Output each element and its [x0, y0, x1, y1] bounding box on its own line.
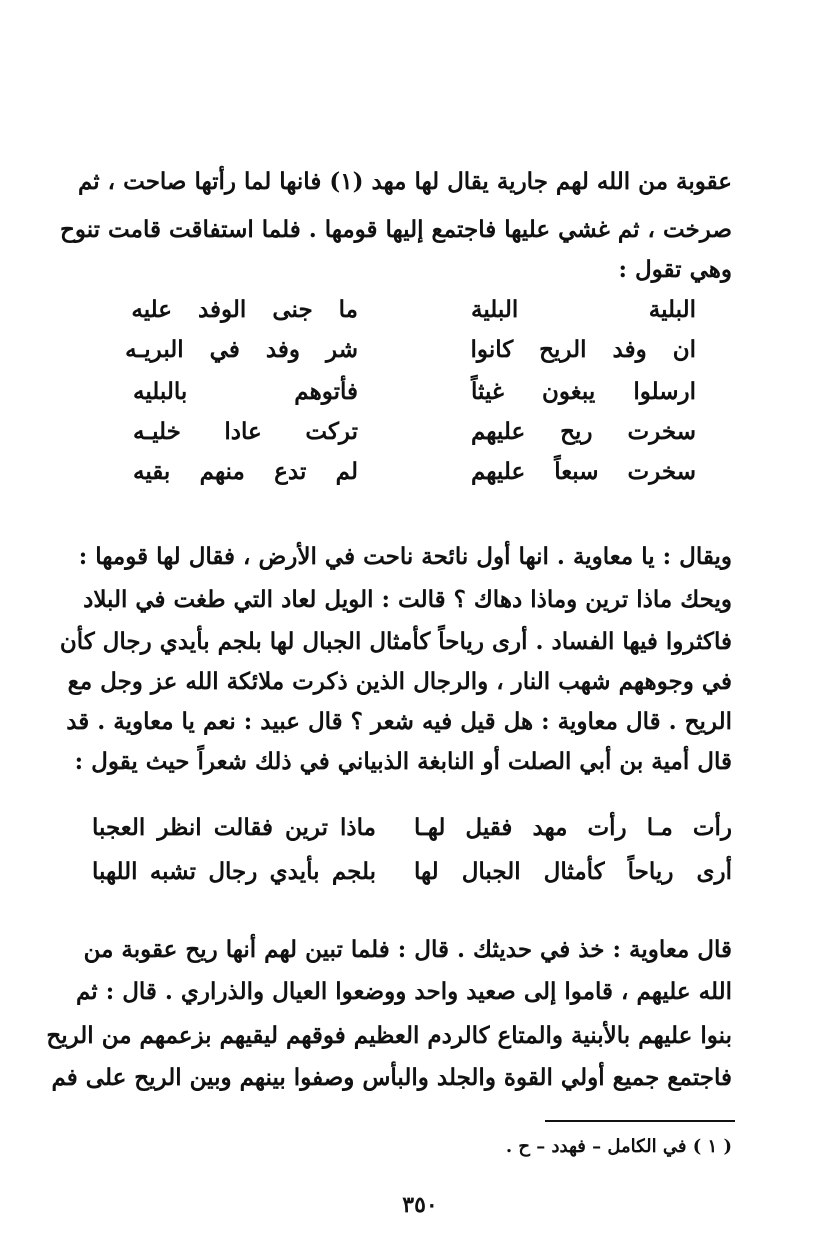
- para3-line-4: فاجتمع جميع أولي القوة والجلد والبأس وصفوا بينهم وبين الريح على فم: [51, 1064, 732, 1091]
- para2-line-6: قال أمية بن أبي الصلت أو النابغة الذبياني في ذلك شعراً حيث يقول :: [74, 748, 732, 775]
- para1-line-2: صرخت ، ثم غشي عليها فاجتمع إليها قومها . فلما استفاقت قامت تنوح: [59, 216, 732, 243]
- poem1-verse-1-right: البلية البلية: [471, 296, 696, 323]
- para3-line-1: قال معاوية : خذ في حديثك . قال : فلما تبين لهم أنها ريح عقوبة من: [83, 936, 732, 963]
- para2-line-5: الريح . قال معاوية : هل قيل فيه شعر ؟ قال عبيد : نعم يا معاوية . قد: [66, 708, 732, 735]
- para2-line-1: ويقال : يا معاوية . انها أول نائحة ناحت في الأرض ، فقال لها قومها :: [78, 543, 732, 570]
- poem1-verse-5-left: لم تدع منهم بقيه: [133, 458, 358, 485]
- para1-line-1: عقوبة من الله لهم جارية يقال لها مهد (١) فانها لما رأتها صاحت ، ثم: [77, 168, 732, 195]
- poem1-verse-3-right: ارسلوا يبغون غيثاً: [471, 378, 696, 405]
- footnote: ( ١ ) في الكامل – فهدد – ح .: [505, 1136, 732, 1157]
- poem2-verse-2-first-hemistich: أرى رياحاً كأمثال الجبال لها: [414, 858, 732, 885]
- poem1-verse-2-left: شر وفد في البريـه: [125, 336, 358, 363]
- poem1-verse-3-left: فأتوهم بالبليه: [133, 378, 358, 405]
- poem1-verse-4-left: تركت عادا خليـه: [133, 418, 358, 445]
- para2-line-2: ويحك ماذا ترين وماذا دهاك ؟ قالت : الويل لعاد التي طغت في البلاد: [83, 586, 732, 613]
- poem1-verse-4-right: سخرت ريح عليهم: [471, 418, 696, 445]
- page-number: ٣٥٠: [402, 1192, 438, 1218]
- para2-line-4: في وجوههم شهب النار ، والرجال الذين ذكرت ملائكة الله عز وجل مع: [67, 668, 732, 695]
- poem2-verse-2-second-hemistich: بلجم بأيدي رجال تشبه اللهبا: [92, 858, 376, 885]
- para1-line-3: وهي تقول :: [618, 256, 732, 283]
- para2-line-3: فاكثروا فيها الفساد . أرى رياحاً كأمثال الجبال لها بلجم بأيدي رجال كأن: [59, 628, 732, 655]
- poem1-verse-1-left: ما جنى الوفد عليه: [131, 296, 358, 323]
- para3-line-2: الله عليهم ، قاموا إلى صعيد واحد ووضعوا العيال والذراري . قال : ثم: [75, 978, 732, 1005]
- poem2-verse-1-second-hemistich: ماذا ترين فقالت انظر العجبا: [92, 814, 376, 841]
- para3-line-3: بنوا عليهم بالأبنية والمتاع كالردم العظيم فوقهم ليقيهم بزعمهم من الريح: [46, 1022, 732, 1049]
- footnote-divider: [545, 1120, 735, 1122]
- poem1-verse-2-right: ان وفد الريح كانوا: [470, 336, 696, 363]
- poem2-verse-1-first-hemistich: رأت مـا رأت مهد فقيل لهـا: [414, 814, 732, 841]
- poem1-verse-5-right: سخرت سبعاً عليهم: [471, 458, 696, 485]
